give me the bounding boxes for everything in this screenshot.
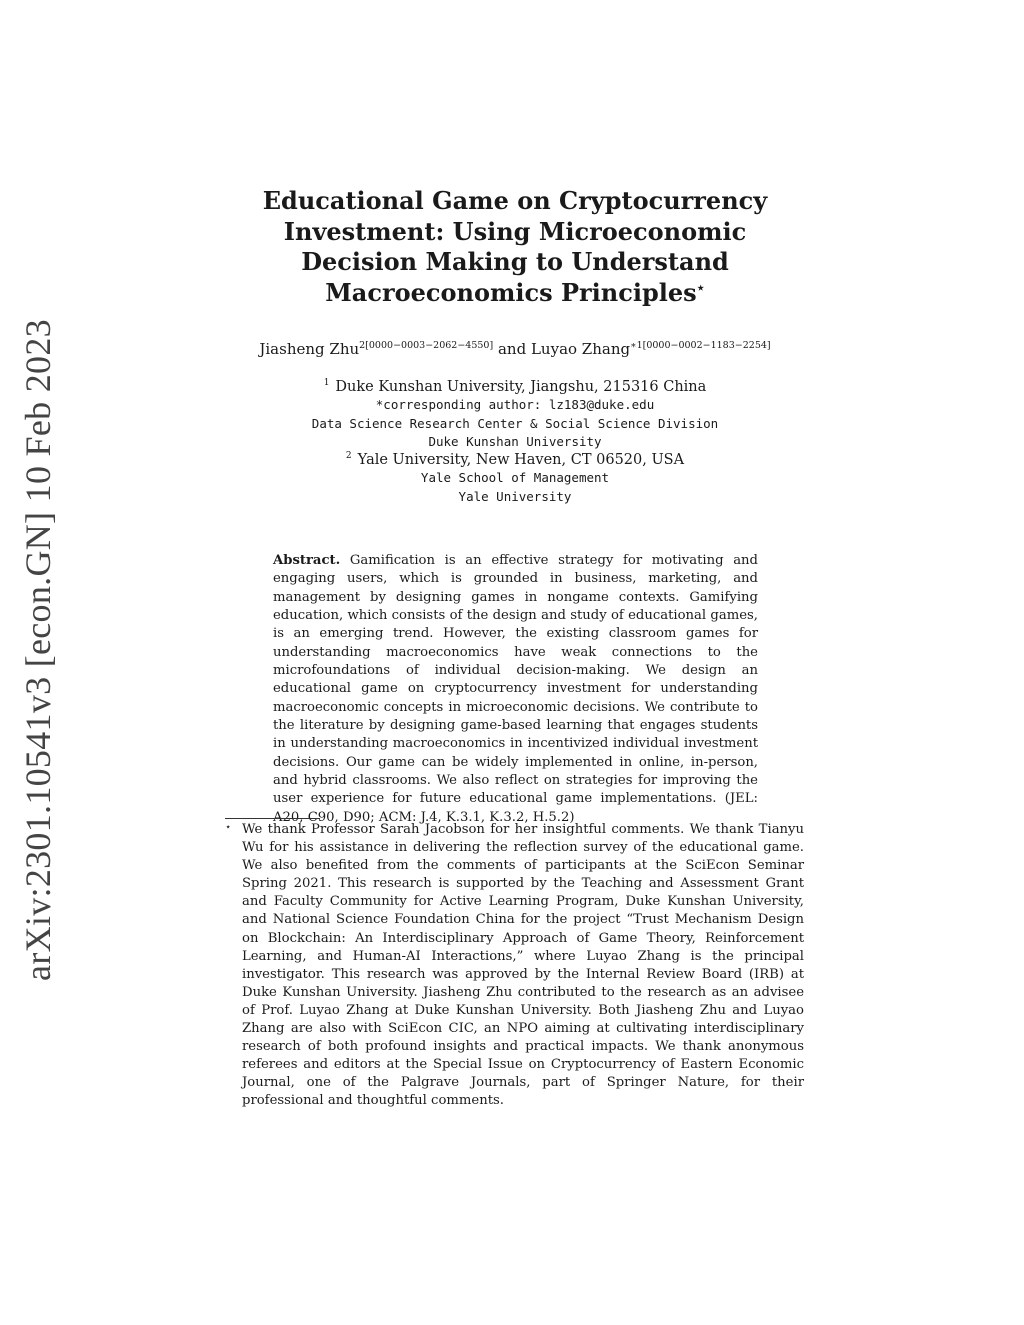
affiliations xyxy=(200,378,830,506)
affiliation-1-number: 1 xyxy=(323,378,330,389)
abstract xyxy=(273,552,758,827)
abstract-text: Gamification is an effective strategy for motivating and engaging users, which is grounded in business, marketing, and management by designing games in nongame contexts. Gamifying education, which consists of the design and study of educational games, is an emerging trend. However, the existing classroom games for understanding macroeconomics have weak connections to the microfoundations of individual decision-making. We design an educational game on cryptocurrency investment for understanding macroeconomic concepts in microeconomic decisions. We contribute to the literature by designing game-based learning that engages students in understanding macroeconomics in incentivized individual investment decisions. Our game can be widely implemented in online, in-person, and hybrid classrooms. We also reflect on strategies for improving the user experience for future educational game implementations. (JEL: A20, C90, D90; ACM: J.4, K.3.1, K.3.2, H.5.2) xyxy=(273,553,758,825)
affiliation-2-school: Yale School of Management xyxy=(420,470,610,486)
affiliation-2-text: Yale University, New Haven, CT 06520, USA xyxy=(357,452,685,469)
affiliation-2-number: 2 xyxy=(345,451,352,462)
affiliation-1-university: Duke Kunshan University xyxy=(428,433,602,449)
paper-title-text: Educational Game on Cryptocurrency Investment: Using Microeconomic Decision Making to Understand Macroeconomics Principles xyxy=(262,186,768,307)
affiliation-1-text: Duke Kunshan University, Jiangshu, 215316 China xyxy=(335,379,707,395)
arxiv-identifier: arXiv:2301.10541v3 [econ.GN] 10 Feb 2023 xyxy=(18,319,58,981)
footnote-divider xyxy=(225,818,320,819)
author-1-name: Jiasheng Zhu xyxy=(259,340,360,358)
abstract-label: Abstract. xyxy=(273,553,341,568)
footnote-text: We thank Professor Sarah Jacobson for her insightful comments. We thank Tianyu Wu for his assistance in delivering the reflection survey of the educational game. We also benefited from the comments of participants at the SciEcon Seminar Spring 2021. This research is supported by the Teaching and Assessment Grant and Faculty Community for Active Learning Program, Duke Kunshan University, and National Science Foundation China for the project “Trust Mechanism Design on Blockchain: An Interdisciplinary Approach of Game Theory, Reinforcement Learning, and Human-AI Interactions,” where Luyao Zhang is the principal investigator. This research was approved by the Internal Review Board (IRB) at Duke Kunshan University. Jiasheng Zhu contributed to the research as an advisee of Prof. Luyao Zhang at Duke Kunshan University. Both Jiasheng Zhu and Luyao Zhang are also with SciEcon CIC, an NPO aiming at cultivating interdisciplinary research of both profound insights and practical impacts. We thank anonymous referees and editors at the Special Issue on Cryptocurrency of Eastern Economic Journal, one of the Palgrave Journals, part of Springer Nature, for their professional and thoughtful comments. xyxy=(242,822,804,1109)
author-joiner: and xyxy=(497,340,527,358)
corresponding-author: *corresponding author: lz183@duke.edu xyxy=(375,397,655,413)
author-line xyxy=(200,340,830,358)
footnote-mark: ⋆ xyxy=(225,822,232,833)
arxiv-sidebar xyxy=(8,320,68,980)
affiliation-2-university: Yale University xyxy=(458,488,572,504)
author-2-name: Luyao Zhang xyxy=(530,340,631,358)
affiliation-1 xyxy=(200,378,830,396)
affiliation-2 xyxy=(200,451,830,469)
title-footnote-mark: ⋆ xyxy=(696,280,705,296)
footnote xyxy=(225,821,804,1111)
author-2-superscript: ∗1[0000−0002−1183−2254] xyxy=(630,340,771,351)
author-1-superscript: 2[0000−0003−2062−4550] xyxy=(359,340,494,351)
paper-title xyxy=(240,186,790,308)
affiliation-1-division: Data Science Research Center & Social Science Division xyxy=(311,415,719,431)
